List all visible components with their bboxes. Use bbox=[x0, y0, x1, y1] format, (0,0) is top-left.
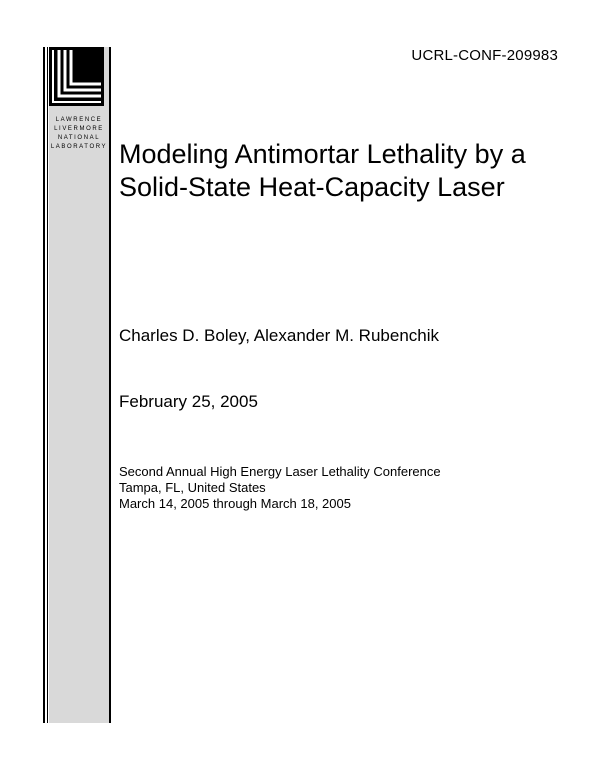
conference-dates: March 14, 2005 through March 18, 2005 bbox=[119, 496, 351, 511]
authors: Charles D. Boley, Alexander M. Rubenchik bbox=[119, 326, 440, 345]
lab-name-line-2: LIVERMORE bbox=[54, 126, 104, 132]
document-date: February 25, 2005 bbox=[119, 392, 258, 411]
lab-name-line-1: LAWRENCE bbox=[55, 117, 103, 123]
llnl-logo bbox=[49, 47, 104, 106]
conference-name: Second Annual High Energy Laser Lethality Conference bbox=[119, 464, 441, 479]
report-number: UCRL-CONF-209983 bbox=[411, 47, 558, 64]
conference-location: Tampa, FL, United States bbox=[119, 480, 266, 495]
conference-info bbox=[119, 464, 441, 512]
lab-name-line-3: NATIONAL bbox=[57, 135, 101, 141]
llnl-logo-icon bbox=[49, 47, 104, 106]
lab-name-line-4: LABORATORY bbox=[50, 144, 108, 150]
laboratory-name bbox=[49, 116, 109, 152]
document-title: Modeling Antimortar Lethality by a Solid-State Heat-Capacity Laser bbox=[119, 139, 526, 202]
